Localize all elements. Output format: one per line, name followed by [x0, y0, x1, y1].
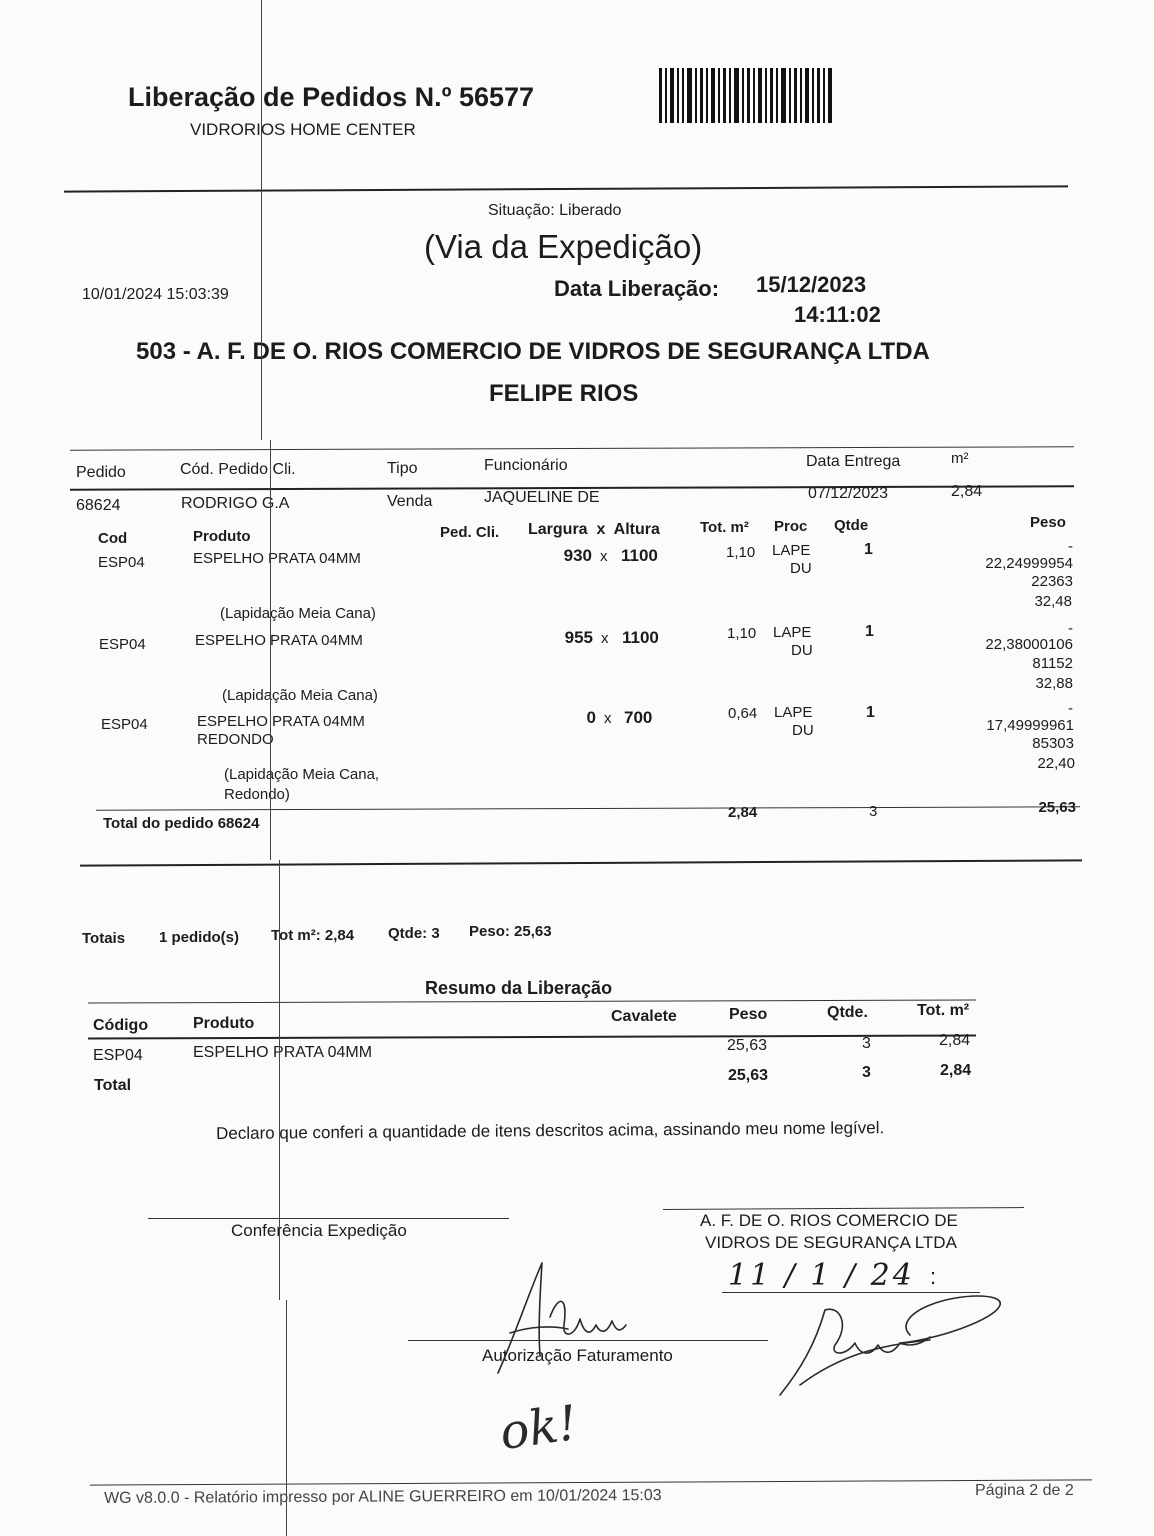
signature-aline [470, 1255, 670, 1375]
item-altura: 1100 [622, 628, 659, 647]
barcode [657, 68, 837, 123]
conferencia-label: Conferência Expedição [231, 1221, 407, 1240]
item-altura: 700 [624, 708, 653, 727]
summary-col-codigo: Código [93, 1017, 149, 1034]
status-text: Situação: Liberado [488, 202, 622, 219]
totals-peso: Peso: 25,63 [469, 923, 552, 940]
item-proc: DU [791, 642, 813, 659]
company-signature-line1: A. F. DE O. RIOS COMERCIO DE [700, 1211, 958, 1230]
col-data-entrega: Data Entrega [806, 453, 901, 470]
items-col-ped-cli: Ped. Cli. [440, 524, 500, 541]
item-largura: 930 [563, 546, 592, 565]
col-funcionario: Funcionário [484, 457, 568, 474]
item-obs: Redondo) [224, 786, 290, 803]
order-cod-pedido-cli: RODRIGO G.A [181, 495, 290, 512]
col-m2: m² [951, 450, 969, 467]
client-contact: FELIPE RIOS [489, 380, 639, 407]
company-name: VIDRORIOS HOME CENTER [190, 120, 416, 139]
item-peso: 22,38000106 [985, 636, 1073, 653]
item-x: x [601, 630, 609, 647]
totals-pedidos: 1 pedido(s) [159, 929, 240, 946]
printed-timestamp: 10/01/2024 15:03:39 [82, 286, 229, 303]
item-x: x [600, 548, 608, 565]
item-peso: 22,40 [1037, 755, 1075, 772]
summary-total-peso: 25,63 [728, 1067, 769, 1084]
col-pedido: Pedido [76, 464, 126, 481]
item-produto: ESPELHO PRATA 04MM [193, 550, 361, 567]
items-col-dims: Largura x Altura [528, 521, 660, 538]
summary-col-qtde: Qtde. [827, 1004, 868, 1021]
item-qtde: 1 [865, 623, 874, 640]
summary-total-label: Total [94, 1077, 132, 1094]
item-largura: 0 [586, 708, 596, 727]
item-proc: DU [790, 560, 812, 577]
item-largura: 955 [564, 628, 593, 647]
item-peso: 32,88 [1035, 675, 1073, 692]
page-number: Página 2 de 2 [975, 1482, 1074, 1499]
declaration-text: Declaro que conferi a quantidade de itens descritos acima, assinando meu nome legível. [216, 1118, 885, 1143]
items-col-peso: Peso [1030, 514, 1066, 531]
items-col-cod: Cod [98, 530, 128, 547]
order-total-peso: 25,63 [1038, 799, 1076, 816]
company-signature-line2: VIDROS DE SEGURANÇA LTDA [705, 1233, 957, 1252]
item-tot-m2: 1,10 [727, 625, 757, 642]
page-title: Liberação de Pedidos N.º 56577 [128, 82, 535, 112]
items-col-tot-m2: Tot. m² [700, 519, 749, 536]
summary-row-produto: ESPELHO PRATA 04MM [193, 1044, 373, 1061]
handwritten-date: 11 / 1 / 24 [728, 1258, 915, 1293]
item-cod: ESP04 [98, 554, 145, 571]
items-col-proc: Proc [774, 518, 808, 535]
summary-row-tot-m2: 2,84 [939, 1032, 971, 1049]
item-peso: 22363 [1031, 573, 1073, 590]
order-total-label: Total do pedido 68624 [103, 815, 260, 832]
summary-total-tot-m2: 2,84 [940, 1062, 972, 1079]
item-peso: 22,24999954 [985, 555, 1073, 572]
autorizacao-label: Autorização Faturamento [482, 1346, 673, 1365]
item-qtde: 1 [866, 704, 875, 721]
col-cod-pedido-cli: Cód. Pedido Cli. [180, 461, 296, 478]
item-produto: ESPELHO PRATA 04MM [195, 632, 363, 649]
order-funcionario: JAQUELINE DE [484, 489, 600, 506]
items-col-produto: Produto [193, 528, 251, 545]
item-tot-m2: 0,64 [728, 705, 758, 722]
summary-col-produto: Produto [193, 1015, 255, 1032]
summary-title: Resumo da Liberação [425, 978, 613, 998]
order-pedido: 68624 [76, 497, 121, 514]
order-total-m2: 2,84 [728, 804, 758, 821]
handwritten-ok: ok! [496, 1394, 581, 1462]
summary-total-qtde: 3 [862, 1064, 871, 1081]
release-time: 14:11:02 [794, 302, 881, 327]
item-peso: 17,49999961 [986, 717, 1074, 734]
via-title: (Via da Expedição) [424, 228, 703, 265]
item-proc: DU [792, 722, 814, 739]
col-tipo: Tipo [387, 460, 418, 477]
order-tipo: Venda [387, 493, 433, 510]
item-peso: 81152 [1032, 655, 1073, 672]
item-obs: (Lapidação Meia Cana, [224, 766, 380, 783]
item-proc: LAPE [774, 704, 813, 721]
item-peso-dash: - [1068, 700, 1073, 717]
order-total-qtde: 3 [869, 803, 878, 820]
summary-col-cavalete: Cavalete [611, 1008, 677, 1025]
item-qtde: 1 [864, 541, 873, 558]
item-x: x [604, 710, 612, 727]
item-obs: (Lapidação Meia Cana) [220, 605, 376, 622]
release-date: 15/12/2023 [756, 272, 867, 297]
summary-col-peso: Peso [729, 1006, 768, 1023]
item-peso: 32,48 [1034, 593, 1072, 610]
summary-row-peso: 25,63 [727, 1037, 768, 1054]
summary-row-codigo: ESP04 [93, 1047, 143, 1064]
item-produto: ESPELHO PRATA 04MM [197, 713, 365, 730]
summary-row-qtde: 3 [862, 1035, 871, 1052]
totals-qtde: Qtde: 3 [388, 925, 440, 942]
order-data-entrega: 07/12/2023 [808, 485, 889, 502]
item-obs: (Lapidação Meia Cana) [222, 687, 378, 704]
order-m2: 2,84 [951, 483, 983, 500]
release-date-label: Data Liberação: [554, 276, 720, 301]
item-proc: LAPE [773, 624, 812, 641]
item-altura: 1100 [621, 546, 658, 565]
item-peso: 85303 [1032, 735, 1074, 752]
client-name: 503 - A. F. DE O. RIOS COMERCIO DE VIDROS DE SEGURANÇA LTDA [136, 338, 930, 365]
item-tot-m2: 1,10 [726, 544, 756, 561]
signature-company [760, 1285, 1020, 1405]
item-peso-dash: - [1068, 620, 1073, 637]
item-cod: ESP04 [101, 716, 148, 733]
totals-m2: Tot m²: 2,84 [271, 927, 355, 944]
footer-printed-by: WG v8.0.0 - Relatório impresso por ALINE GUERREIRO em 10/01/2024 15:03 [104, 1487, 662, 1507]
summary-col-tot-m2: Tot. m² [917, 1002, 970, 1019]
totals-label: Totais [82, 930, 126, 947]
item-peso-dash: - [1068, 538, 1073, 555]
items-col-qtde: Qtde [834, 517, 869, 534]
item-produto-2: REDONDO [197, 731, 274, 748]
barcode-image [657, 68, 837, 123]
item-proc: LAPE [772, 542, 811, 559]
handwritten-time: : [930, 1264, 937, 1289]
item-cod: ESP04 [99, 636, 146, 653]
